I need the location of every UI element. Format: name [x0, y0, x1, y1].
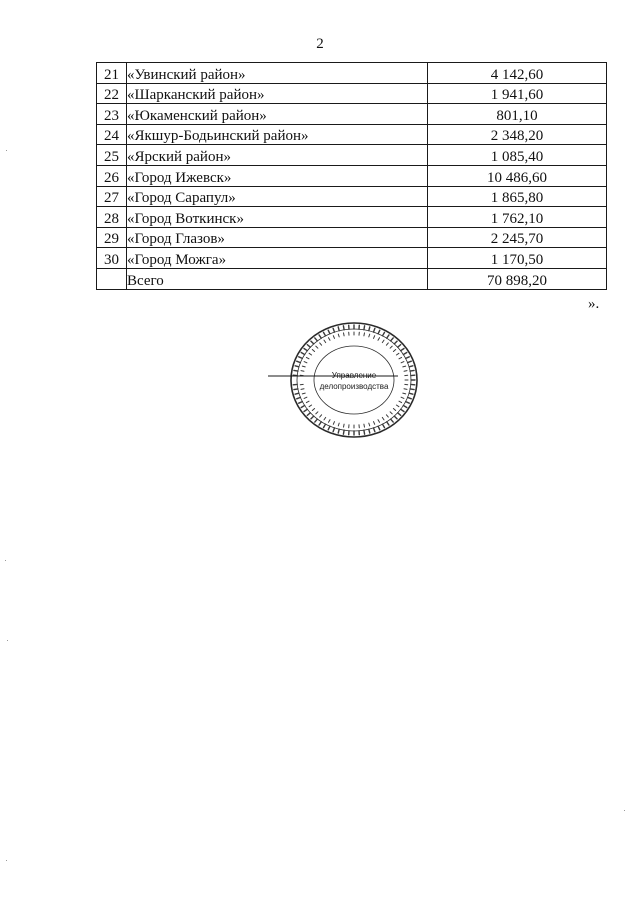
seal-center-line-2: делопроизводства: [319, 382, 389, 391]
seal-glyph-mark: [297, 397, 301, 398]
seal-glyph-mark: [364, 333, 365, 336]
seal-glyph-mark: [311, 416, 314, 419]
seal-glyph-mark: [369, 429, 370, 433]
seal-glyph-mark: [301, 371, 304, 372]
seal-glyph-mark: [333, 428, 334, 432]
seal-glyph-mark: [319, 335, 321, 338]
seal-glyph-mark: [409, 393, 413, 394]
seal-glyph-mark: [333, 422, 334, 425]
seal-glyph-mark: [382, 417, 384, 420]
seal-glyph-mark: [391, 419, 394, 422]
row-name: «Увинский район»: [127, 63, 428, 84]
row-number: 27: [97, 186, 127, 207]
seal-glyph-mark: [297, 361, 301, 362]
row-name: «Город Можга»: [127, 248, 428, 269]
row-number: 26: [97, 165, 127, 186]
table-row: [97, 165, 607, 186]
row-name: «Город Глазов»: [127, 227, 428, 248]
seal-glyph-mark: [390, 346, 392, 348]
row-number: 24: [97, 124, 127, 145]
row-name: «Юкаменский район»: [127, 104, 428, 125]
seal-glyph-mark: [382, 340, 384, 343]
closing-quote: ».: [588, 296, 600, 312]
seal-glyph-mark: [309, 353, 312, 355]
seal-glyph-mark: [302, 393, 305, 394]
seal-glyph-mark: [344, 333, 345, 336]
seal-glyph-mark: [320, 415, 322, 417]
seal-glyph-mark: [401, 409, 404, 411]
seal-glyph-mark: [378, 426, 380, 430]
seal-glyph-mark: [369, 327, 370, 331]
seal-glyph-mark: [401, 397, 404, 398]
row-name: «Город Воткинск»: [127, 207, 428, 228]
seal-glyph-mark: [343, 326, 344, 330]
table-row: [97, 186, 607, 207]
seal-glyph-mark: [316, 346, 318, 348]
seal-glyph-mark: [328, 426, 330, 430]
row-value: 1 941,60: [428, 83, 607, 104]
seal-glyph-mark: [324, 332, 326, 335]
seal-glyph-mark: [398, 345, 401, 348]
row-value: 70 898,20: [428, 268, 607, 289]
seal-glyph-mark: [304, 349, 307, 351]
row-value: 1 865,80: [428, 186, 607, 207]
seal-glyph-mark: [386, 415, 388, 417]
seal-glyph-mark: [387, 422, 389, 425]
seal-glyph-mark: [329, 420, 331, 423]
seal-glyph-mark: [302, 366, 305, 367]
seal-glyph-mark: [401, 349, 404, 351]
seal-glyph-mark: [408, 361, 412, 362]
table-row: [97, 124, 607, 145]
seal-glyph-mark: [387, 335, 389, 338]
row-name: «Город Ижевск»: [127, 165, 428, 186]
seal-glyph-mark: [404, 389, 407, 390]
seal-ring-inscription: [293, 325, 415, 435]
row-number: 29: [97, 227, 127, 248]
row-name: «Ярский район»: [127, 145, 428, 166]
table-total-row: [97, 268, 607, 289]
seal-glyph-mark: [301, 406, 304, 408]
seal-glyph-mark: [374, 328, 375, 332]
page-number: 2: [316, 36, 324, 52]
seal-glyph-mark: [304, 397, 307, 398]
seal-glyph-mark: [320, 343, 322, 345]
row-number: 30: [97, 248, 127, 269]
seal-glyph-mark: [315, 338, 318, 341]
seal-center-line-1: Управление: [331, 371, 377, 380]
row-number: 23: [97, 104, 127, 125]
seal-glyph-mark: [409, 366, 413, 367]
seal-glyph-mark: [295, 366, 299, 367]
seal-glyph-mark: [378, 420, 380, 423]
row-number: 22: [97, 83, 127, 104]
seal-glyph-mark: [393, 409, 395, 411]
seal-glyph-mark: [319, 422, 321, 425]
row-number: 28: [97, 207, 127, 228]
seal-glyph-mark: [393, 350, 395, 352]
seal-stamp: [266, 318, 434, 442]
seal-glyph-mark: [383, 424, 385, 427]
table-row: [97, 104, 607, 125]
seal-glyph-mark: [304, 409, 307, 411]
data-table: [96, 62, 607, 290]
seal-glyph-mark: [364, 424, 365, 427]
seal-glyph-mark: [383, 332, 385, 335]
seal-glyph-mark: [396, 353, 399, 355]
seal-glyph-mark: [403, 406, 406, 408]
seal-glyph-mark: [394, 416, 397, 419]
seal-glyph-mark: [369, 423, 370, 426]
seal-glyph-mark: [338, 423, 339, 426]
seal-glyph-mark: [338, 334, 339, 337]
row-number: 25: [97, 145, 127, 166]
row-value: 4 142,60: [428, 63, 607, 84]
seal-glyph-mark: [312, 409, 314, 411]
row-value: 2 348,20: [428, 124, 607, 145]
row-value: 1 170,50: [428, 248, 607, 269]
seal-rings: [291, 323, 417, 437]
table-row: [97, 248, 607, 269]
seal-glyph-mark: [324, 417, 326, 420]
row-number: [97, 268, 127, 289]
seal-glyph-mark: [401, 362, 404, 363]
seal-glyph-mark: [309, 405, 312, 407]
seal-glyph-mark: [394, 341, 397, 344]
seal-glyph-mark: [403, 353, 406, 355]
seal-glyph-mark: [301, 389, 304, 390]
seal-glyph-mark: [404, 371, 407, 372]
seal-glyph-mark: [312, 350, 314, 352]
seal-glyph-mark: [338, 429, 339, 433]
seal-glyph-mark: [295, 393, 299, 394]
seal-glyph-mark: [294, 389, 298, 390]
seal-glyph-mark: [328, 330, 330, 334]
seal-glyph-mark: [410, 370, 414, 371]
seal-glyph-mark: [378, 330, 380, 334]
seal-glyph-mark: [343, 430, 344, 434]
seal-glyph-mark: [299, 357, 303, 359]
table-row: [97, 145, 607, 166]
seal-glyph-mark: [396, 405, 399, 407]
seal-glyph-mark: [374, 422, 375, 425]
seal-glyph-mark: [304, 362, 307, 363]
row-value: 10 486,60: [428, 165, 607, 186]
seal-glyph-mark: [329, 338, 331, 341]
seal-glyph-mark: [364, 430, 365, 434]
row-value: 1 762,10: [428, 207, 607, 228]
seal-glyph-mark: [333, 328, 334, 332]
seal-glyph-mark: [369, 334, 370, 337]
row-name: Всего: [127, 268, 428, 289]
seal-glyph-mark: [374, 428, 375, 432]
seal-glyph-mark: [403, 393, 406, 394]
row-number: 21: [97, 63, 127, 84]
seal-glyph-mark: [399, 401, 402, 402]
table-row: [97, 227, 607, 248]
row-name: «Шарканский район»: [127, 83, 428, 104]
row-value: 1 085,40: [428, 145, 607, 166]
seal-glyph-mark: [324, 340, 326, 343]
seal-glyph-mark: [390, 412, 392, 414]
seal-glyph-mark: [386, 343, 388, 345]
seal-glyph-mark: [306, 401, 309, 402]
seal-glyph-mark: [311, 341, 314, 344]
seal-glyph-mark: [301, 353, 304, 355]
seal-glyph-mark: [316, 412, 318, 414]
seal-glyph-mark: [391, 338, 394, 341]
table-row: [97, 63, 607, 84]
seal-glyph-mark: [344, 424, 345, 427]
seal-glyph-mark: [306, 357, 309, 358]
seal-glyph-mark: [398, 413, 401, 416]
seal-glyph-mark: [333, 336, 334, 339]
seal-glyph-mark: [403, 366, 406, 367]
row-value: 2 245,70: [428, 227, 607, 248]
seal-glyph-mark: [374, 336, 375, 339]
row-name: «Город Сарапул»: [127, 186, 428, 207]
seal-glyph-mark: [406, 357, 410, 359]
seal-glyph-mark: [410, 389, 414, 390]
row-value: 801,10: [428, 104, 607, 125]
table-body: [97, 63, 607, 290]
seal-glyph-mark: [307, 345, 310, 348]
row-name: «Якшур-Бодьинский район»: [127, 124, 428, 145]
seal-glyph-mark: [408, 397, 412, 398]
seal-glyph-mark: [299, 402, 303, 404]
seal-glyph-mark: [324, 424, 326, 427]
seal-glyph-mark: [406, 402, 410, 404]
seal-glyph-mark: [315, 419, 318, 422]
table-row: [97, 83, 607, 104]
seal-glyph-mark: [364, 326, 365, 330]
seal-glyph-mark: [307, 413, 310, 416]
seal-glyph-mark: [338, 327, 339, 331]
seal-glyph-mark: [399, 357, 402, 358]
table-row: [97, 207, 607, 228]
seal-glyph-mark: [378, 338, 380, 341]
seal-glyph-mark: [294, 370, 298, 371]
